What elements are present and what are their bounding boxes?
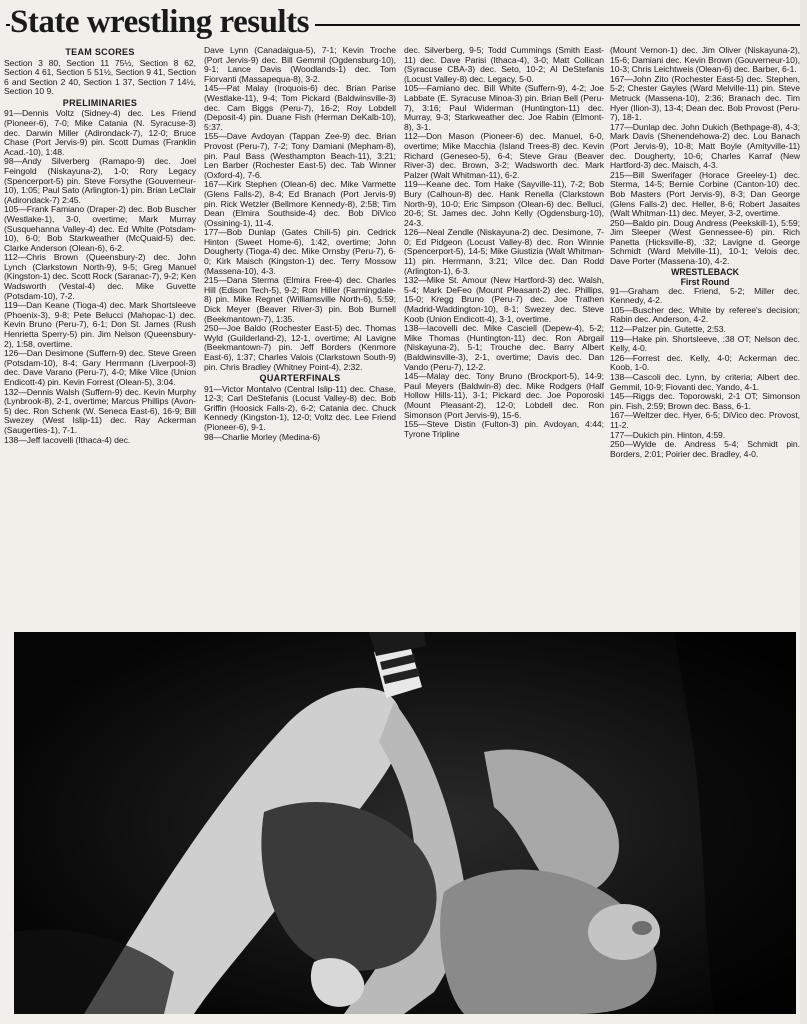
result-paragraph: 126—Neal Zendle (Niskayuna-2) dec. Desimone, 7-0; Ed Pidgeon (Locust Valley-8) dec. Ron Winnie (Spencerport-5), 14-5; Mike Giustizia (Walt Whitman-11) pin. Herrmann, 3:21; Vilce dec. Dan Rodd (Arlington-1), 6-3.	[404, 227, 604, 276]
result-paragraph: Dave Lynn (Canadaigua-5), 7-1; Kevin Troche (Port Jervis-9) dec. Bill Gemmil (Ogdensburg-10), 9-1; Lance Davis (Woodlands-1) dec. Tom Fiorvanti (Massapequa-8), 3-2.	[204, 46, 396, 84]
result-paragraph: 155—Steve Distin (Fulton-3) pin. Avdoyan, 4:44; Tyrone Tripline	[404, 419, 604, 439]
result-paragraph: 126—Forrest dec. Kelly, 4-0; Ackerman dec. Koob, 1-0.	[610, 352, 800, 373]
result-paragraph: 132—Dennis Walsh (Suffern-9) dec. Kevin Murphy (Lynbrook-8), 2-1, overtime; Marcus Phillips (Avon-5) dec. Ron Schenk (W. Seneca East-6), 16-9; Bill Swezey (West Islip-11) dec. Ray Ackerman (Saugerties-1), 7-1.	[4, 386, 196, 435]
result-paragraph: 112—Don Mason (Pioneer-6) dec. Manuel, 6-0, overtime; Mike Macchia (Island Trees-8) dec. Kevin Richard (Geneseo-5), 6-4; Steve Grau (Beaver River-3) dec. Brown, 3-2; Wadsworth dec. Mark Palzer (Walt Whitman-11), 6-2.	[404, 131, 604, 180]
column-4	[610, 46, 800, 626]
result-paragraph: 119—Dan Keane (Tioga-4) dec. Mark Shortsleeve (Phoenix-3), 9-8; Pete Belucci (Mahopac-1) dec. Kevin Bruno (Peru-7), 6-1; Don St. James (Rush Henrietta Sperry-5) pin. Jim Nelson (Queensbury-2), 1:58, overtime.	[4, 300, 196, 349]
result-paragraph: 145—Malay dec. Tony Bruno (Brockport-5), 14-9; Paul Meyers (Baldwin-8) dec. Mike Rodgers (Half Hollow Hills-11), 3-1; Pickard dec. Joe Poporoski (Mount Pleasant-2), 12-0; Lobdell dec. Ron Simonson (Port Jervis-9), 15-6.	[404, 371, 604, 420]
result-paragraph: 167—John Zito (Rochester East-5) dec. Stephen, 5-2; Chester Gayles (Ward Melville-11) pin. Steve Metruck (Massena-10), 2:36; Branach dec. Tim Hyer (Ilion-3), 13-4; Dean dec. Bob Provost (Peru-7), 18-1.	[610, 73, 800, 123]
result-paragraph: 145—Riggs dec. Toporowski, 2-1 OT; Simonson pin. Fish, 2:59; Brown dec. Bass, 6-1.	[610, 391, 800, 411]
result-paragraph: 177—Bob Dunlap (Gates Chili-5) pin. Cedrick Hinton (Sweet Home-6), 1:42, overtime; John Dougherty (Tioga-4) dec. Mike Ornsby (Peru-7), 6-0; Kirk Maisch (Kingston-1) dec. Terry Mossow (Massena-10), 4-3.	[204, 227, 396, 276]
first-round-heading: First Round	[680, 276, 730, 287]
column-3	[404, 46, 604, 626]
result-paragraph: 250—Wylde de. Andress 5-4; Schmidt pin. Borders, 2:01; Poirier dec. Bradley, 4-0.	[610, 439, 800, 459]
result-paragraph: 126—Dan Desimone (Suffern-9) dec. Steve Green (Potsdam-10), 8-4; Gary Herrmann (Liverpool-3) dec. Dave Varano (Peru-7), 4-0; Mike Vilce (Union Endicott-4) pin. Kevin Forrest (Olean-5), 3:04.	[4, 348, 196, 387]
result-paragraph: 98—Andy Silverberg (Ramapo-9) dec. Joel Feingold (Niskayuna-2), 1-0; Rory Legacy (Spencerport-5) pin. Steve Forsythe (Gouverneur-10), 1:05; Paul Sato (Arlington-1) pin. Brian LeClair (Adirondack-7) 2:45.	[4, 156, 196, 205]
result-paragraph: 112—Palzer pin. Gutette, 2:53.	[610, 324, 726, 335]
result-paragraph: 145—Pat Malay (Iroquois-6) dec. Brian Parise (Westlake-11), 9-4; Tom Pickard (Baldwinsville-3) dec. Cam Biggs (Peru-7), 16-2; Roy Lobdell (Deposit-4) pin. Duane Fish (Herman DeKalb-10), 5:37.	[204, 83, 396, 132]
result-paragraph: 91—Graham dec. Friend, 5-2; Miller dec. Kennedy, 4-2.	[610, 285, 800, 306]
result-paragraph: 132—Mike St. Amour (New Hartford-3) dec. Walsh, 5-4; Mark DeFeo (Mount Pleasant-2) dec. Phillips, 15-0; Kregg Bruno (Peru-7) dec. Joe Trathen (Madrid-Waddington-10), 8-1; Swezey dec. Steve Koob (Union Endicott-4), 3-1, overtime.	[404, 275, 604, 324]
wrestleback-heading: WRESTLEBACK	[671, 266, 739, 277]
preliminaries-heading: PRELIMINARIES	[62, 97, 138, 108]
result-paragraph: 98—Charlie Morley (Medina-6)	[204, 431, 321, 442]
result-paragraph: 250—Joe Baldo (Rochester East-5) dec. Thomas Wyld (Guilderland-2), 12-1, overtime; Al Lavigne (Beekmantown-7) pin. Jeff Borders (Kenmore East-6), 1:37; Charles Valois (Clarkstown South-9) pin. Chris Bradley (Whitney Point-4), 2:32.	[204, 323, 396, 372]
result-paragraph: 91—Victor Montalvo (Central Islip-11) dec. Chase, 12-3; Carl DeStefanis (Locust Valley-8) dec. Bob Griffin (Hoosick Falls-2), 6-2; Catania dec. Chuck Kennedy (Kingston-1), 12-0; Voltz dec. Lee Friend (Pioneer-6), 9-1.	[204, 383, 396, 433]
result-paragraph: 91—Dennis Voltz (Sidney-4) dec. Les Friend (Pioneer-6), 7-0; Mike Catania (N. Syracuse-3) dec. Darwin Miller (Adirondack-7), 12-0; Bruce Chase (Port Jervis-9) pin. Scott Dumas (Franklin Acad.-10), 1:48.	[4, 108, 196, 157]
result-paragraph: 167—Kirk Stephen (Olean-6) dec. Mike Varmette (Glens Falls-2), 8-4; Ed Branach (Port Jervis-9) pin. Rick Wetzler (Bellmore Kennedy-8), 2:58; Tim Dean (Elmira Southside-4) dec. Bob DiVico (Ossining-1), 11-4.	[204, 179, 396, 228]
result-paragraph: 112—Chris Brown (Queensbury-2) dec. John Lynch (Clarkstown North-9), 9-5; Greg Manuel (Kingston-1) dec. Scott Rock (Saranac-7), 9-2; Ken Wadsworth (Vestal-4) dec. Mike Guvette (Potsdam-10), 7-2.	[4, 252, 196, 301]
wrestlers-image	[14, 632, 796, 1014]
quarterfinals-heading: QUARTERFINALS	[259, 373, 341, 384]
result-paragraph: 119—Keane dec. Tom Hake (Sayville-11), 7-2; Bob Bury (Calhoun-8) dec. Hank Renella (Clarkstown North-9), 10-0; Eric Simpson (Olean-6) dec. Belluci, 20-6; St. James dec. John Kelly (Ogdensburg-10), 24-3.	[404, 179, 604, 228]
result-paragraph: 215—Bill Swerifager (Horace Greeley-1) dec. Sterma, 14-5; Bernie Corbine (Canton-10) dec. Bob Masters (Port Jervis-9), 8-3; Dan George (Glens Falls-2) dec. Heller, 8-6; Robert Jasaites (Walt Whitman-11) dec. Meyer, 3-2, overtime.	[610, 169, 800, 219]
result-paragraph: 155—Dave Avdoyan (Tappan Zee-9) dec. Brian Provost (Peru-7), 7-2; Tony Damiani (Mepham-8), pin. Paul Bass (Westhampton Beach-11), 3:21; Len Barber (Rochester East-5) dec. Tab Winner (Oxford-4), 7-6.	[204, 131, 396, 180]
result-paragraph: 167—Weltzer dec. Hyer, 6-5; DiVico dec. Provost, 11-2.	[610, 410, 800, 430]
column-1	[4, 46, 196, 626]
result-paragraph: 138—Cascoli dec. Lynn, by criteria; Albert dec. Gemmil, 10-9; Fiovanti dec. Yando, 4-1.	[610, 372, 800, 392]
result-paragraph: (Mount Vernon-1) dec. Jim Oliver (Niskayuna-2), 15-6; Damiani dec. Kevin Brown (Gouverneur-10), 10-3; Chris Leichtweis (Olean-6) dec. Barber, 6-1.	[610, 46, 800, 75]
result-paragraph: 138—Iacovelli dec. Mike Casciell (Depew-4), 5-2; Mike Thomas (Huntington-11) dec. Ron Abrgail (Niskayuna-2), 5-1; Trouche dec. Barry Albert (Baldwinsville-3), 2-1, overtime; Davis dec. Dan Vando (Peru-7), 12-2.	[404, 323, 604, 372]
result-paragraph: 177—Dunlap dec. John Dukich (Bethpage-8), 4-3; Mark Davis (Shenendehowa-2) dec. Lou Banach (Port Jervis-9), 10-8; Matt Boyle (Amityville-11) dec. Dougherty, 10-6; Charles Karraf (New Hartford-3) dec. Maisch, 4-3.	[610, 121, 800, 171]
team-scores-text: Section 3 80, Section 11 75½, Section 8 62, Section 4 61, Section 5 51½, Section 9 41, Section 6 and Section 2 40, Section 1 37, Section 7 14½, Section 10 9.	[4, 57, 196, 97]
result-paragraph: 105—Famiano dec. Bill White (Suffern-9), 4-2; Joe Labbate (E. Syracuse Minoa-3) pin. Brian Bell (Peru-7), 3:16; Paul Widerman (Huntington-11) dec. Murray, 9-3; Starkweather dec. Joe Rabin (Elmont-8), 3-1.	[404, 83, 604, 132]
column-2	[204, 46, 396, 626]
page-header	[6, 2, 806, 42]
result-paragraph: 138—Jeff Iacovelli (Ithaca-4) dec.	[4, 434, 131, 445]
wrestling-photo	[14, 632, 796, 1014]
page-edge	[800, 0, 807, 1024]
page-title: State wrestling results	[10, 4, 315, 41]
team-scores-heading: TEAM SCORES	[65, 47, 135, 57]
result-paragraph: 215—Dana Sterma (Elmira Free-4) dec. Charles Hill (Edison Tech-5), 9-2; Ron Hiller (Farmingdale-8) pin. Mike Regnet (Williamsville North-6), 5:59; Dick Meyer (Beaver River-3) pin. Bob Burnell (Beekmantown-7), 1:35.	[204, 275, 396, 324]
result-paragraph: 177—Dukich pin. Hinton, 4:59.	[610, 429, 726, 440]
result-paragraph: 119—Hake pin. Shortsleeve, :38 OT; Nelson dec. Kelly, 4-0.	[610, 333, 800, 354]
result-paragraph: 105—Buscher dec. White by referee's decision; Rabin dec. Anderson, 4-2.	[610, 304, 800, 325]
result-paragraph: 105—Frank Famiano (Draper-2) dec. Bob Buscher (Westlake-1), 3-0, overtime; Mark Murray (Susquehanna Valley-4) dec. Ed White (Potsdam-10), 6-0; Bob Starkweather (McQuaid-5) dec. Clarke Anderson (Olean-6), 6-2.	[4, 204, 196, 253]
result-paragraph: dec. Silverberg, 9-5; Todd Cummings (Smith East-11) dec. Dave Parisi (Ithaca-4), 3-0; Matt Collican (Syracuse CBA-3) dec. Seto, 10-2; Al DeStefanis (Locust Valley-8) dec. Legacy, 5-0.	[404, 46, 604, 84]
result-paragraph: 250—Baldo pin. Doug Andress (Peekskill-1), 5:59; Jim Sleeper (West Gennessee-6) pin. Rich Panetta (Hicksville-8), :32; Lavigne d. George Schmidt (Ward Melville-11), 10-1; Velois dec. Dave Porter (Massena-10), 4-2.	[610, 217, 800, 267]
